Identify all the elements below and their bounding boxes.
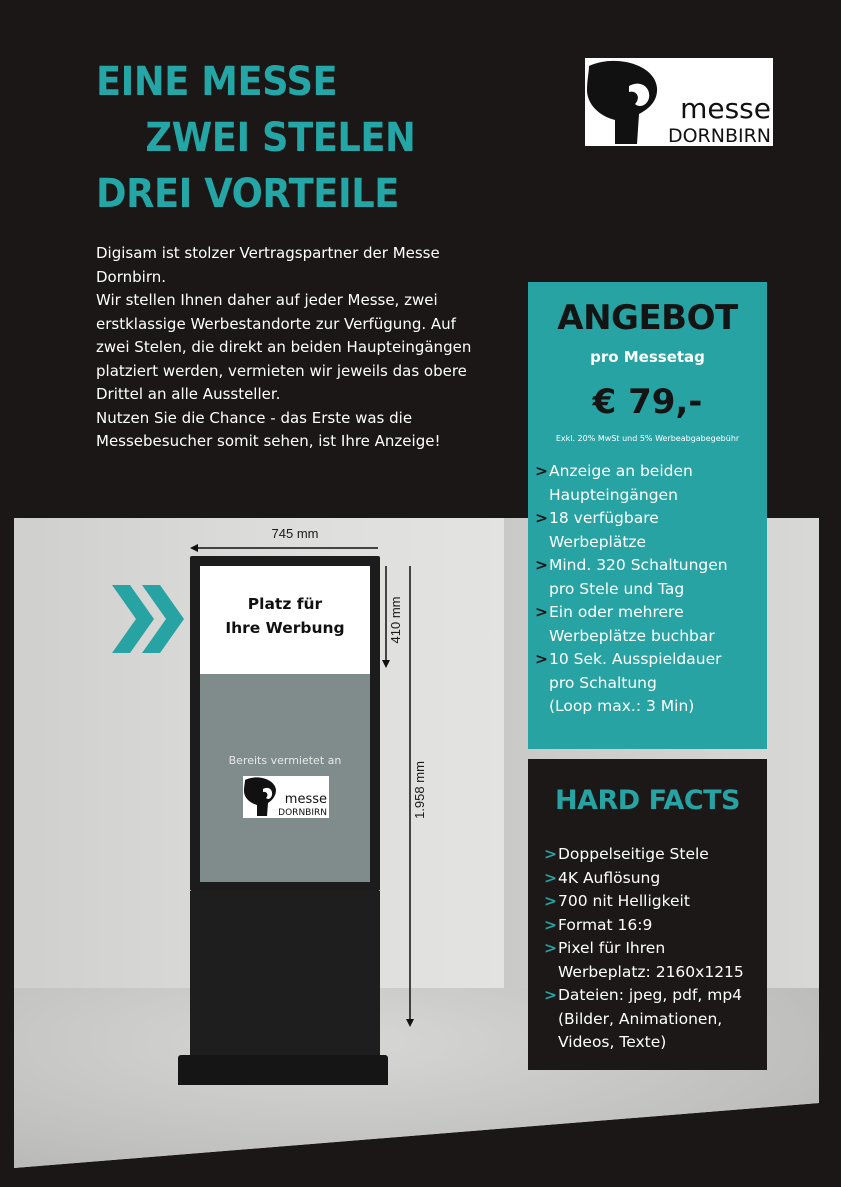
- rented-label: Bereits vermietet an: [228, 754, 342, 767]
- bullet-arrow: >: [544, 915, 557, 934]
- list-item: [544, 867, 764, 891]
- offer-item-text: Ein oder mehrere Werbeplätze buchbar: [549, 603, 715, 645]
- bullet-arrow: >: [535, 650, 548, 668]
- hard-facts-title: HARD FACTS: [554, 785, 740, 816]
- logo-word-messe: messe: [680, 92, 771, 125]
- bullet-arrow: >: [544, 939, 557, 957]
- ad-space-panel: [200, 566, 370, 674]
- list-item: [544, 914, 764, 938]
- list-item: [544, 890, 764, 914]
- headline-line-3: DREI VORTEILE: [96, 171, 399, 217]
- fact-item-text: Doppelseitige Stele: [558, 845, 709, 863]
- upper-height-label: 410 mm: [388, 596, 403, 644]
- messe-dornbirn-logo: [585, 58, 773, 146]
- list-item: [535, 648, 765, 719]
- bullet-arrow: >: [535, 603, 548, 621]
- offer-subtitle: pro Messetag: [590, 348, 705, 366]
- double-chevron-icon: [112, 585, 184, 653]
- offer-price: € 79,-: [592, 382, 703, 422]
- list-item: [535, 554, 765, 601]
- bullet-arrow: >: [544, 892, 557, 910]
- intro-paragraph: Digisam ist stolzer Vertragspartner der Messe Dornbirn. Wir stellen Ihnen daher auf jeder Messe, zwei erstklassige Werbestandorte zur Verfügung. Auf zwei Stelen, die direkt an beiden Haupteingängen platziert werden, vermieten wir jeweils das obere Drittel an alle Aussteller. Nutzen Sie die Chance - das Erste was die Messebesucher somit sehen, ist Ihre Anzeige!: [96, 244, 472, 450]
- fact-item-text: Dateien: jpeg, pdf, mp4 (Bilder, Animationen, Videos, Texte): [558, 986, 743, 1051]
- mini-messe-logo: [243, 776, 329, 818]
- list-item: [544, 843, 764, 867]
- offer-box: [528, 282, 767, 749]
- headline-line-2: ZWEI STELEN: [145, 115, 416, 161]
- list-item: [535, 507, 765, 554]
- bullet-arrow: >: [544, 868, 557, 887]
- offer-list: [535, 460, 765, 719]
- hard-facts-box: [528, 759, 767, 1070]
- rented-panel: [200, 674, 370, 882]
- bullet-arrow: >: [535, 462, 548, 480]
- stele-lower-body: [190, 891, 380, 1061]
- stele-base: [178, 1055, 388, 1085]
- fact-item-text: Pixel für Ihren Werbeplatz: 2160x1215: [558, 939, 744, 981]
- hard-facts-list: [544, 843, 764, 1055]
- offer-tax-note: Exkl. 20% MwSt und 5% Werbeabgabegebühr: [555, 434, 740, 443]
- total-height-label: 1.958 mm: [412, 761, 427, 819]
- bullet-arrow: >: [535, 509, 548, 527]
- width-label: 745 mm: [271, 526, 319, 541]
- offer-item-text: 10 Sek. Ausspieldauer pro Schaltung (Loop max.: 3 Min): [549, 650, 722, 715]
- offer-item-text: Anzeige an beiden Haupteingängen: [549, 462, 693, 504]
- mini-logo-word-dornbirn: DORNBIRN: [278, 808, 327, 818]
- fact-item-text: 4K Auflösung: [558, 868, 661, 887]
- fact-item-text: Format 16:9: [558, 915, 653, 934]
- bullet-arrow: >: [535, 556, 548, 574]
- bullet-arrow: >: [544, 986, 557, 1004]
- fact-item-text: 700 nit Helligkeit: [558, 892, 690, 910]
- list-item: [544, 984, 764, 1055]
- bullet-arrow: >: [544, 845, 557, 863]
- headline: [96, 54, 415, 222]
- mini-logo-word-messe: messe: [284, 792, 327, 807]
- list-item: [535, 601, 765, 648]
- offer-item-text: 18 verfügbare Werbeplätze: [549, 509, 659, 551]
- list-item: [535, 460, 765, 507]
- headline-line-1: EINE MESSE: [96, 59, 338, 105]
- offer-item-text: Mind. 320 Schaltungen pro Stele und Tag: [549, 556, 728, 598]
- logo-word-dornbirn: DORNBIRN: [667, 125, 771, 146]
- offer-title: ANGEBOT: [557, 298, 738, 338]
- list-item: [544, 937, 764, 984]
- ad-space-text: Platz für Ihre Werbung: [225, 595, 345, 637]
